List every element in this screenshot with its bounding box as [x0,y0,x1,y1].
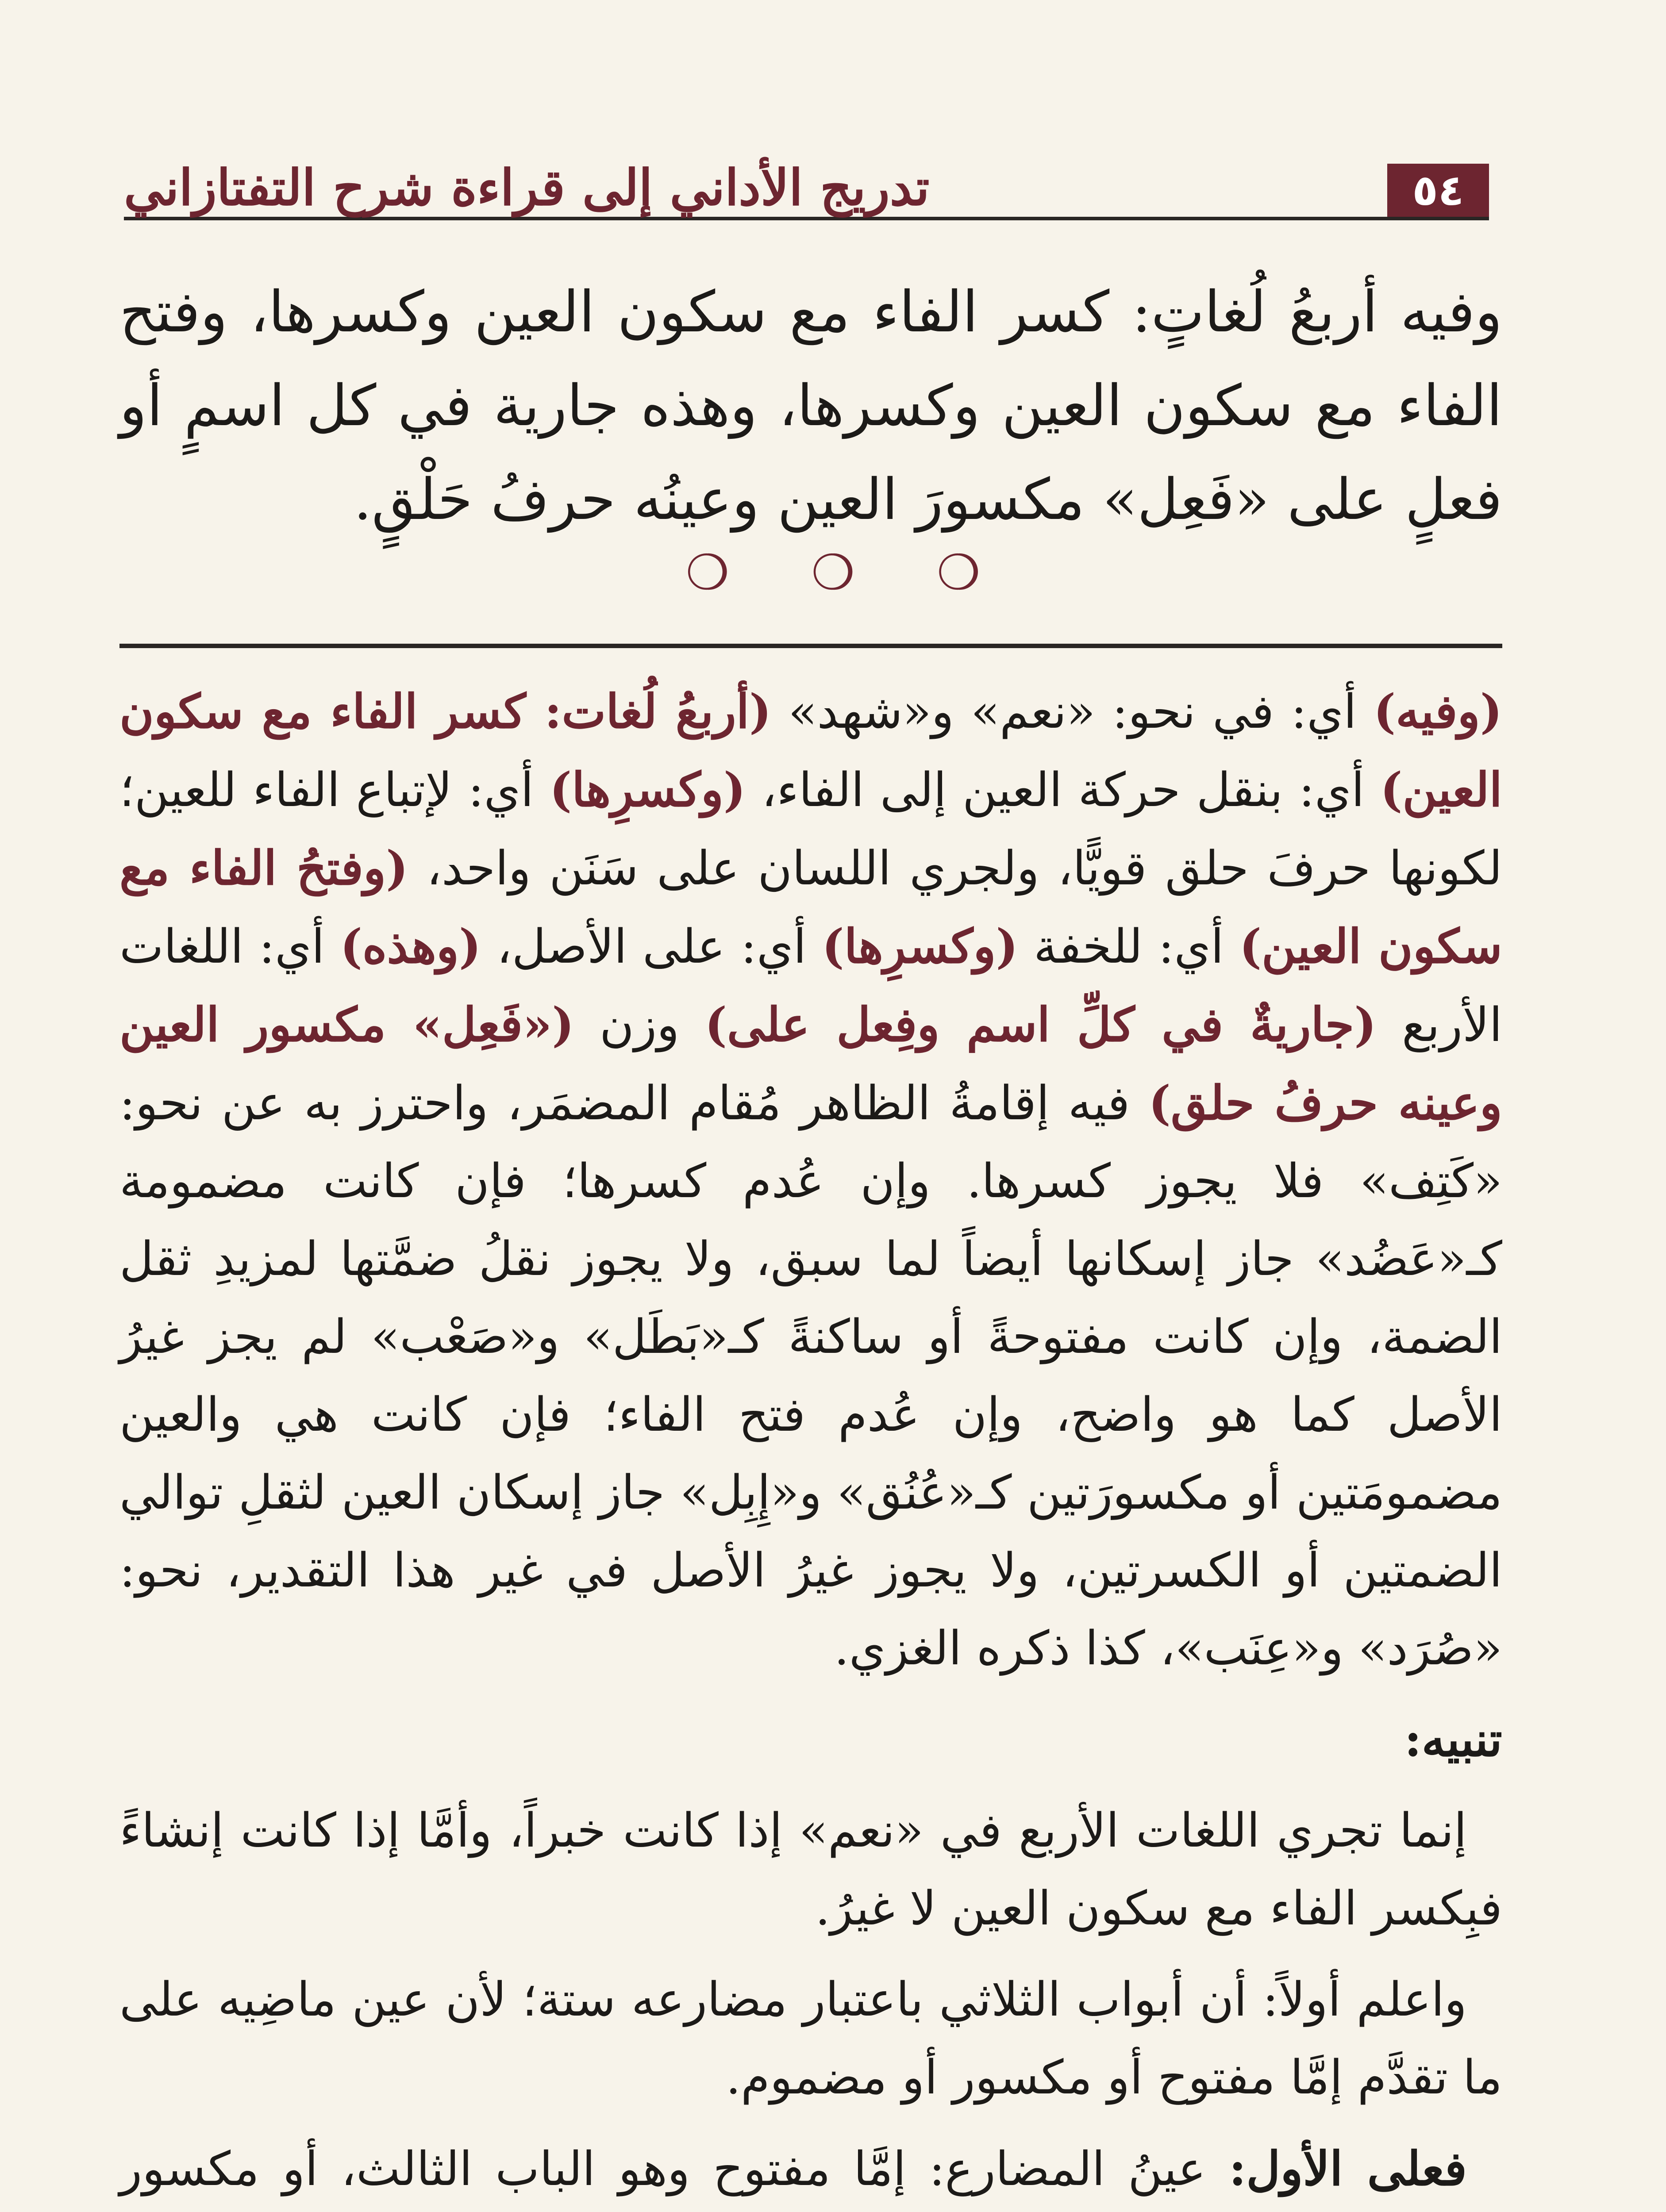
label-awwal: فعلى الأول: [1229,2141,1467,2196]
quoted-matn: (جاريةٌ في كلِّ اسم وفِعل على) [704,997,1377,1052]
quoted-matn: (أربعُ لُغات: كسر الفاء مع سكون العين) [119,684,1502,817]
commentary-text: أي: للخفة [1018,919,1239,974]
commentary-text: أي: على الأصل، [481,919,822,974]
divider [119,644,1502,648]
quoted-matn: (وفتحُ الفاء مع سكون العين) [119,840,1503,974]
quoted-matn: (وفيه) [1374,684,1502,739]
quoted-matn: (وكسرِها) [822,918,1018,974]
commentary-text: أي: بنقل حركة العين إلى الفاء، [746,763,1381,817]
running-title: تدريج الأداني إلى قراءة شرح التفتازاني [124,159,930,217]
quoted-matn: («فَعِل» مكسور العين وعينه حرفُ حلق) [119,997,1502,1130]
page-header [124,133,1489,220]
commentary-text: فيه إقامةُ الظاهر مُقام المضمَر، واحترز به عن نحو: «كَتِف» فلا يجوز كسرها. وإن عُدم كسرها؛ فإن كانت مضمومة كـ«عَضُد» جاز إسكانها أيضاً لما سبق، ولا يجوز نقلُ ضمَّتها لمزيدِ ثقل الضمة، وإن كانت مفتوحةً أو ساكنةً كـ«بَطَل» و«صَعْب» لم يجز غيرُ الأصل كما هو واضح، وإن عُدم فتح الفاء؛ فإن كانت هي والعين مضمومَتين أو مكسورَتين كـ«عُنُق» و«إِبِل» جاز إسكان العين لثقلِ توالي الضمتين أو الكسرتين، ولا يجوز غيرُ الأصل في غير هذا التقدير، نحو: «صُرَد» و«عِنَب»، كذا ذكره الغزي. [119,1076,1502,1675]
paragraph-awwal [119,2130,1502,2212]
section-ornaments [0,544,1666,601]
quoted-matn: (وكسرِها) [549,762,746,817]
tanbih-text: إنما تجري اللغات الأربع في «نعم» إذا كانت خبراً، وأمَّا إذا كانت إنشاءً فبِكسر الفاء مع سكون العين لا غيرُ. [119,1803,1502,1936]
page-number: ٥٤ [1387,164,1489,217]
commentary-text: وزن [574,998,705,1052]
tanbih-heading: تنبيه: [1404,1712,1502,1767]
commentary [119,672,1502,2212]
paragraph-alam: واعلم أولاً: أن أبواب الثلاثي باعتبار مضارعه ستة؛ لأن عين ماضِيه على ما تقدَّم إمَّا مفتوح أو مكسور أو مضموم. [119,1972,1502,2104]
commentary-paragraph-1 [119,672,1502,1687]
matn-text: وفيه أربعُ لُغاتٍ: كسر الفاء مع سكون العين وكسرها، وفتح الفاء مع سكون العين وكسرها، وهذه جارية في كل اسمٍ أو فعلٍ على «فَعِل» مكسورَ العين وعينُه حرفُ حَلْقٍ. [119,279,1503,533]
commentary-text: أي: اللغات الأربع [119,919,1502,1052]
ornament-circle-icon: ❍ [685,544,730,601]
text-awwal: عينُ المضارع: إمَّا مفتوح وهو الباب الثالث، أو مكسور [119,2142,1206,2196]
quoted-matn: (وهذه) [340,918,481,974]
commentary-text: أي: في نحو: «نعم» و«شهد» [771,684,1374,739]
ornament-circle-icon: ❍ [811,544,855,601]
commentary-text: أي: لإتباع الفاء للعين؛ لكونها حرفَ حلق قويًّا، ولجري اللسان على سَنَن واحد، [119,763,1502,895]
ornament-circle-icon: ❍ [936,544,981,601]
